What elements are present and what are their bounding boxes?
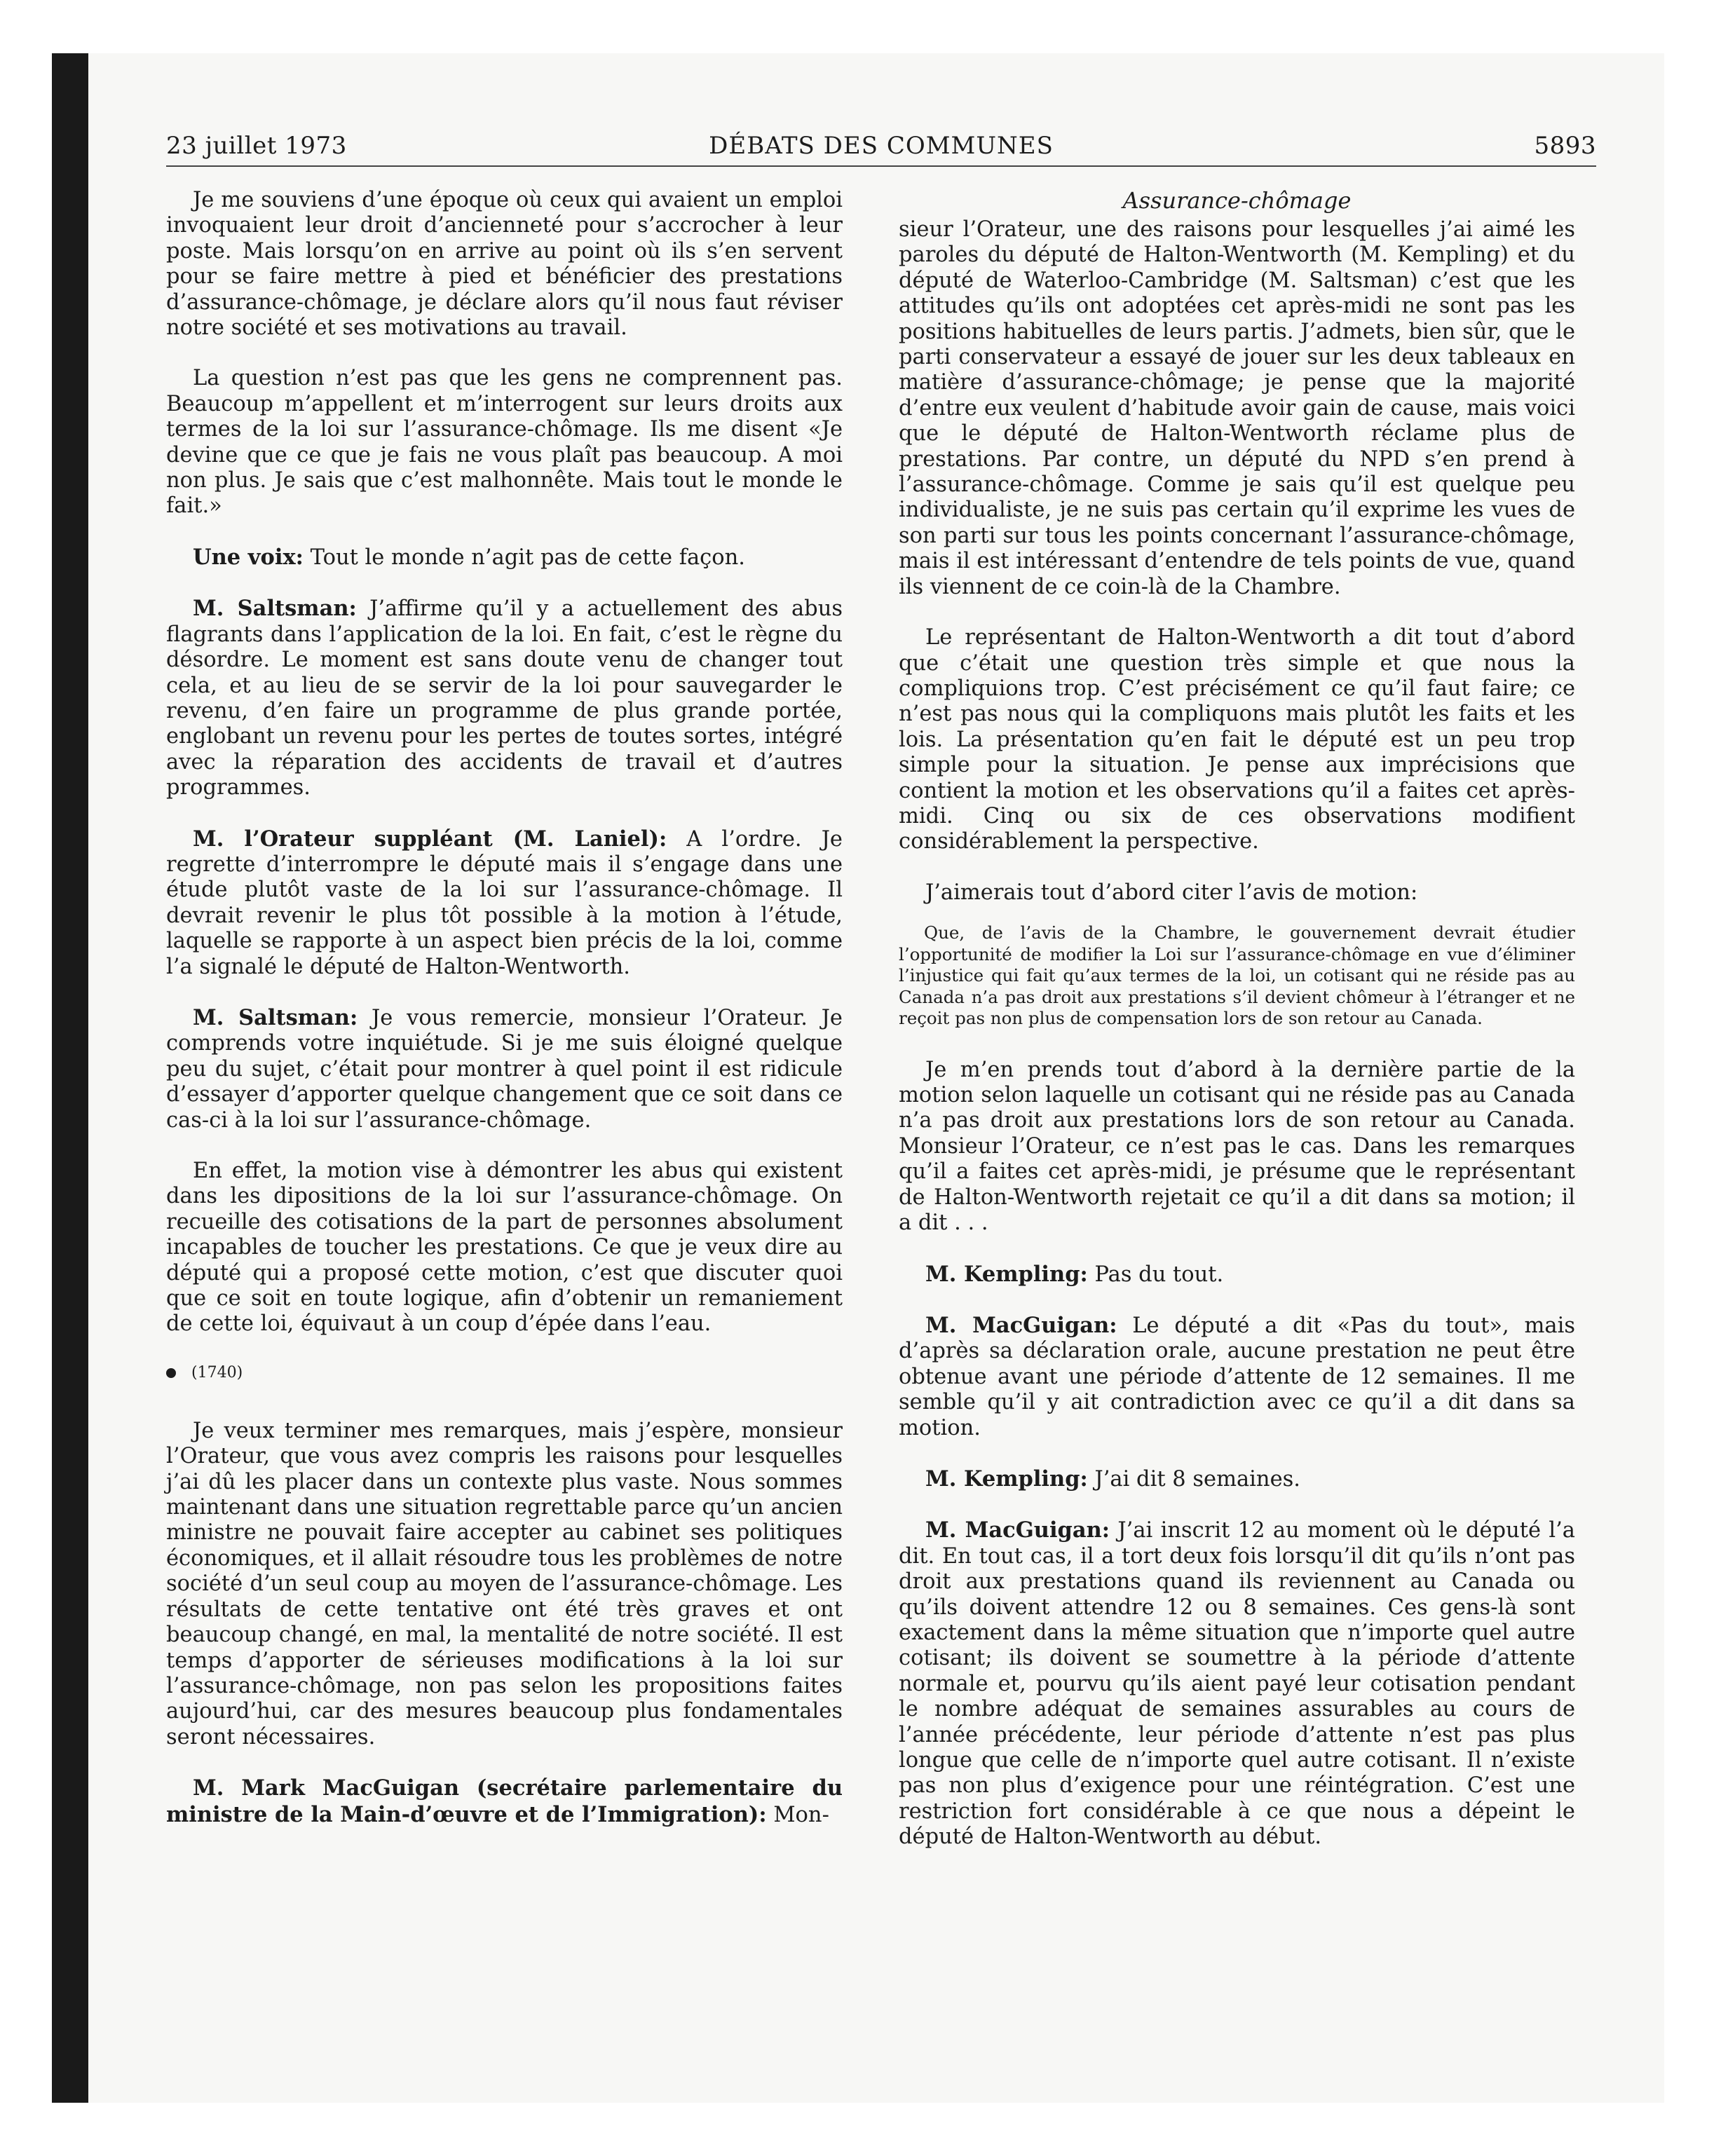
speaker-name: M. Mark MacGuigan (secrétaire parlementaire du ministre de la Main-d’œuvre et de l’Immigration): — [166, 1775, 843, 1827]
time-marker-label: (1740) — [191, 1363, 243, 1381]
bullet-icon — [166, 1368, 176, 1378]
speaker-name: M. Kempling: — [925, 1261, 1088, 1287]
speech: M. MacGuigan: Le député a dit «Pas du tout», mais d’après sa déclaration orale, aucune prestation ne peut être obtenue avant une période d’attente de 12 semaines. Il me semble qu’il y ait contradiction avec ce qu’il a dit dans sa motion. — [899, 1312, 1575, 1440]
header-title: DÉBATS DES COMMUNES — [709, 132, 1054, 160]
header-date: 23 juillet 1973 — [166, 132, 347, 160]
speech: Une voix: Tout le monde n’agit pas de cette façon. — [193, 544, 745, 570]
speech: M. Kempling: J’ai dit 8 semaines. — [925, 1466, 1300, 1492]
speaker-name: M. MacGuigan: — [925, 1312, 1117, 1338]
paragraph: La question n’est pas que les gens ne comprennent pas. Beaucoup m’appellent et m’interrogent sur leurs droits aux termes de la loi sur l’assurance-chômage. Ils me disent «Je devine que ce que je fais ne vous plaît pas beaucoup. A moi non plus. Je sais que c’est malhonnête. Mais tout le monde le fait.» — [166, 366, 843, 519]
header-rule — [166, 165, 1596, 167]
speech: M. Kempling: Pas du tout. — [925, 1261, 1224, 1287]
paragraph: sieur l’Orateur, une des raisons pour lesquelles j’ai aimé les paroles du député de Halton-Wentworth (M. Kempling) et du député de Waterloo-Cambridge (M. Saltsman) c’est que les attitudes qu’ils ont adoptées cet après-midi ne sont pas les positions habituelles de leurs partis. J’admets, bien sûr, que le parti conservateur a essayé de jouer sur les deux tableaux en matière d’assurance-chômage; je pense que la majorité d’entre eux veulent d’habitude avoir gain de cause, mais voici que le député de Halton-Wentworth réclame plus de prestations. Par contre, un député du NPD s’en prend à l’assurance-chômage. Comme je sais qu’il est quelque peu individualiste, je ne suis pas certain qu’il exprime les vues de son parti sur tous les points concernant l’assurance-chômage, mais il est intéressant d’entendre de tels points de vue, quand ils viennent de ce coin-là de la Chambre. — [899, 217, 1575, 599]
speaker-name: Une voix: — [193, 544, 304, 570]
speech: M. Saltsman: Je vous remercie, monsieur l’Orateur. Je comprends votre inquiétude. Si je me suis éloigné quelque peu du sujet, c’était pour montrer à quel point il est ridicule d’essayer d’apporter quelque changement que ce soit dans ce cas-ci à la loi sur l’assurance-chômage. — [166, 1004, 843, 1133]
section-title: Assurance-chômage — [1122, 187, 1352, 214]
paragraph: En effet, la motion vise à démontrer les abus qui existent dans les dipositions de la loi sur l’assurance-chômage. On recueille des cotisations de la part de personnes absolument incapables de toucher les prestations. Ce que je veux dire au député qui a proposé cette motion, c’est que discuter quoi que ce soit en toute logique, afin d’obtenir un remaniement de cette loi, équivaut à un coup d’épée dans l’eau. — [166, 1159, 843, 1337]
paragraph: Je me souviens d’une époque où ceux qui avaient un emploi invoquaient leur droit d’ancienneté pour s’accrocher à leur poste. Mais lorsqu’on en arrive au point où ils s’en servent pour se faire mettre à pied et bénéficier des prestations d’assurance-chômage, je déclare alors qu’il nous faut réviser notre société et ses motivations au travail. — [166, 188, 843, 341]
scan-binding-edge — [52, 53, 88, 2103]
page-number: 5893 — [1534, 132, 1596, 160]
speaker-name: M. MacGuigan: — [925, 1517, 1110, 1543]
paragraph: Le représentant de Halton-Wentworth a dit tout d’abord que c’était une question très simple et que nous la compliquions trop. C’est précisément ce qu’il faut faire; ce n’est pas nous qui la compliquons mais plutôt les faits et les lois. La présentation qu’en fait le député est un peu trop simple pour la situation. Je pense aux imprécisions que contient la motion et les observations qu’il a faites cet après-midi. Cinq ou six de ces observations modifient considérablement la perspective. — [899, 625, 1575, 854]
left-column — [166, 188, 843, 1853]
speech: M. Saltsman: J’affirme qu’il y a actuellement des abus flagrants dans l’application de la loi. En fait, c’est le règne du désordre. Le moment est sans doute venu de changer tout cela, et au lieu de se servir de la loi pour sauvegarder le revenu, d’en faire un programme de plus grande portée, englobant un revenu pour les pertes de toutes sortes, intégré avec la réparation des accidents de travail et d’autres programmes. — [166, 596, 843, 800]
speech: M. MacGuigan: J’ai inscrit 12 au moment où le député l’a dit. En tout cas, il a tort deux fois lorsqu’il dit qu’ils n’ont pas droit aux prestations quand ils reviennent au Canada ou qu’ils doivent attendre 12 ou 8 semaines. Ces gens-là sont exactement dans la même situation que n’importe quel autre cotisant; ils doivent se soumettre à la période d’attente normale et, pourvu qu’ils aient payé leur cotisation pendant le nombre adéquat de semaines assurables au cours de l’année précédente, leur période d’attente n’est pas plus longue que celle de n’importe quel autre cotisant. Il n’existe pas non plus d’exigence pour une réintégration. C’est une restriction fort considérable à ce que nous a dépeint le député de Halton-Wentworth au début. — [899, 1517, 1575, 1850]
paragraph: Je m’en prends tout d’abord à la dernière partie de la motion selon laquelle un cotisant qui ne réside pas au Canada n’a pas droit aux prestations lors de son retour au Canada. Monsieur l’Orateur, ce n’est pas le cas. Dans les remarques qu’il a faites cet après-midi, je présume que le représentant de Halton-Wentworth rejetait ce qu’il a dit dans sa motion; il a dit . . . — [899, 1057, 1575, 1236]
speech: M. l’Orateur suppléant (M. Laniel): A l’ordre. Je regrette d’interrompre le député mais il s’engage dans une étude plutôt vaste de la loi sur l’assurance-chômage. Il devrait revenir le plus tôt possible à la motion à l’étude, laquelle se rapporte à un aspect bien précis de la loi, comme l’a signalé le député de Halton-Wentworth. — [166, 826, 843, 979]
speech: M. Mark MacGuigan (secrétaire parlementaire du ministre de la Main-d’œuvre et de l’Immigration): Mon- — [166, 1775, 843, 1827]
speaker-name: M. Kempling: — [925, 1466, 1088, 1492]
paragraph: Je veux terminer mes remarques, mais j’espère, monsieur l’Orateur, que vous avez compris les raisons pour lesquelles j’ai dû les placer dans un contexte plus vaste. Nous sommes maintenant dans une situation regrettable parce qu’un ancien ministre ne pouvait faire accepter au cabinet ses politiques économiques, et il allait résoudre tous les problèmes de notre société d’un seul coup au moyen de l’assurance-chômage. Les résultats de cette tentative ont été très graves et ont beaucoup changé, en mal, la mentalité de notre société. Il est temps d’apporter de sérieuses modifications à la loi sur l’assurance-chômage, non pas selon les propositions faites aujourd’hui, car des mesures beaucoup plus fondamentales seront nécessaires. — [166, 1418, 843, 1749]
speaker-name: M. l’Orateur suppléant (M. Laniel): — [193, 826, 667, 852]
speaker-name: M. Saltsman: — [193, 1004, 358, 1030]
time-marker — [166, 1363, 843, 1384]
paragraph: J’aimerais tout d’abord citer l’avis de motion: — [925, 880, 1418, 905]
page-header — [166, 132, 1596, 168]
motion-quote: Que, de l’avis de la Chambre, le gouvernement devrait étudier l’opportunité de modifier la Loi sur l’assurance-chômage en vue d’éliminer l’injustice qui fait qu’aux termes de la loi, un cotisant qui ne réside pas au Canada n’a pas droit aux prestations s’il devient chômeur à l’étranger et ne reçoit pas non plus de compensation lors de son retour au Canada. — [899, 922, 1575, 1029]
speaker-name: M. Saltsman: — [193, 596, 357, 622]
right-column — [899, 188, 1575, 1876]
